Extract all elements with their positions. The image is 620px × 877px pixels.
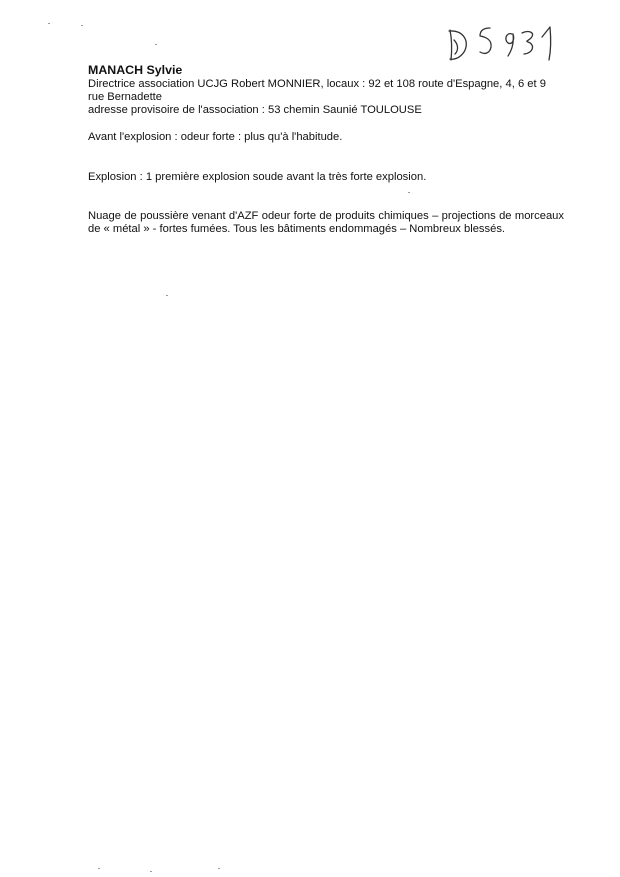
scan-speck <box>155 44 157 45</box>
deposition-text <box>88 63 564 236</box>
scan-speck <box>98 868 100 869</box>
witness-name: MANACH Sylvie <box>88 63 183 77</box>
scan-speck <box>408 192 410 193</box>
scan-speck <box>218 868 220 869</box>
scan-speck <box>81 25 83 26</box>
aftermath-statement: Nuage de poussière venant d'AZF odeur forte de produits chimiques – projections de morceaux de « métal » - fortes fumées. Tous les bâtiments endommagés – Nombreux blessés. <box>88 210 564 235</box>
association-address: adresse provisoire de l'association : 53 chemin Saunié TOULOUSE <box>88 104 422 116</box>
scan-speck <box>150 871 152 872</box>
witness-role: Directrice association UCJG Robert MONNIER, locaux : 92 et 108 route d'Espagne, 4, 6 et 9 rue Bernadette <box>88 78 546 103</box>
before-explosion-statement: Avant l'explosion : odeur forte : plus qu'à l'habitude. <box>88 131 343 143</box>
scan-speck <box>166 295 168 296</box>
handwritten-reference-stamp <box>440 20 570 64</box>
scan-speck <box>48 23 50 24</box>
explosion-statement: Explosion : 1 première explosion soude avant la très forte explosion. <box>88 171 427 183</box>
